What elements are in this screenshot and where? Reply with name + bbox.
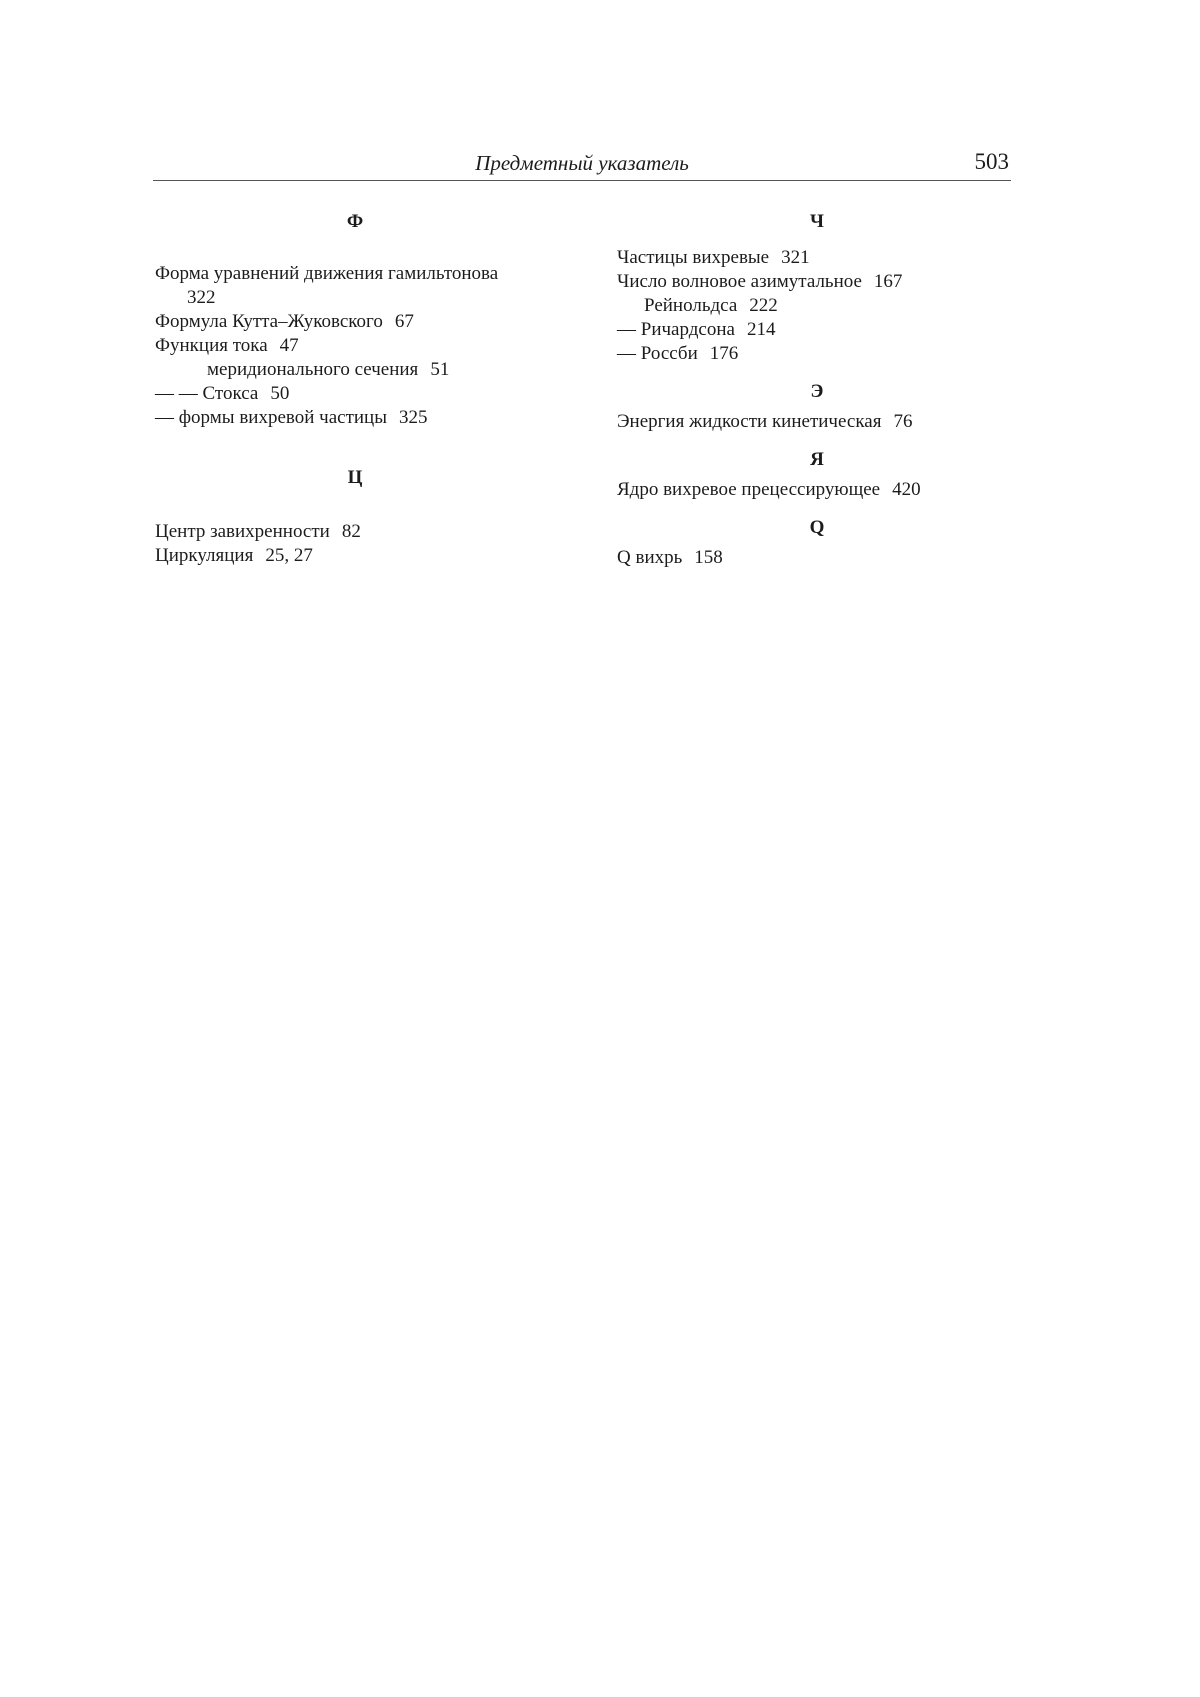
section-letter-ya: Я: [810, 449, 824, 470]
entry-page: 420: [892, 479, 921, 500]
index-entry: [155, 520, 555, 544]
index-entry: [155, 334, 555, 358]
entry-page: 322: [187, 287, 216, 308]
entry-page: 167: [873, 271, 903, 292]
entry-page: 76: [893, 411, 913, 432]
page-number: 503: [974, 149, 1009, 174]
entry-page: 222: [749, 295, 778, 316]
entry-page: 158: [694, 547, 723, 568]
entry-page: 325: [398, 407, 428, 428]
index-entry: [155, 286, 555, 310]
section-letter-ts: Ц: [347, 467, 363, 488]
index-entry: [617, 342, 1017, 366]
entry-term: Циркуляция: [155, 545, 254, 566]
entry-term: Число волновое азимутальное: [617, 271, 862, 292]
entry-term: Форма уравнений движения гамильтонова: [155, 263, 499, 284]
index-entry: [617, 546, 1017, 570]
entry-term: — Ричардсона: [617, 319, 735, 340]
running-title: Предметный указатель: [475, 151, 689, 175]
entry-term: Q вихрь: [617, 547, 683, 568]
entry-page: 321: [781, 247, 810, 268]
index-entry: [617, 294, 1017, 318]
section-letter-f: Ф: [346, 211, 364, 232]
entry-term: меридионального сечения: [207, 359, 419, 380]
entry-page: 50: [270, 383, 290, 404]
section-letter-ch: Ч: [810, 211, 824, 232]
entry-term: — Россби: [617, 343, 698, 364]
entry-term: — — Стокса: [155, 383, 259, 404]
entry-page: 67: [394, 311, 414, 332]
entry-page: 214: [746, 319, 776, 340]
entry-term: Центр завихренности: [155, 521, 330, 542]
entry-page: 82: [341, 521, 361, 542]
index-entry: [155, 406, 555, 430]
index-entry: [155, 310, 555, 334]
entry-page: 51: [430, 359, 450, 380]
page-header: [153, 148, 1011, 181]
index-entry: [155, 262, 555, 286]
entry-page: 25, 27: [265, 545, 313, 566]
index-entry: [155, 358, 555, 382]
section-letter-q: Q: [809, 517, 825, 538]
index-entry: [617, 478, 1017, 502]
index-entry: [617, 270, 1017, 294]
section-letter-e: Э: [810, 381, 824, 402]
entry-term: Функция тока: [155, 335, 268, 356]
index-column-left: [155, 210, 555, 568]
index-entry: [155, 382, 555, 406]
entry-term: Энергия жидкости кинетическая: [617, 411, 882, 432]
index-entry: [155, 544, 555, 568]
entry-page: 176: [709, 343, 739, 364]
entry-page: 47: [279, 335, 299, 356]
index-entry: [617, 318, 1017, 342]
index-entry: [617, 246, 1017, 270]
entry-term: Рейнольдса: [644, 295, 738, 316]
index-entry: [617, 410, 1017, 434]
entry-term: Частицы вихревые: [617, 247, 770, 268]
entry-term: Формула Кутта–Жуковского: [155, 311, 383, 332]
index-column-right: [617, 210, 1017, 570]
entry-term: Ядро вихревое прецессирующее: [617, 479, 881, 500]
entry-term: — формы вихревой частицы: [155, 407, 387, 428]
